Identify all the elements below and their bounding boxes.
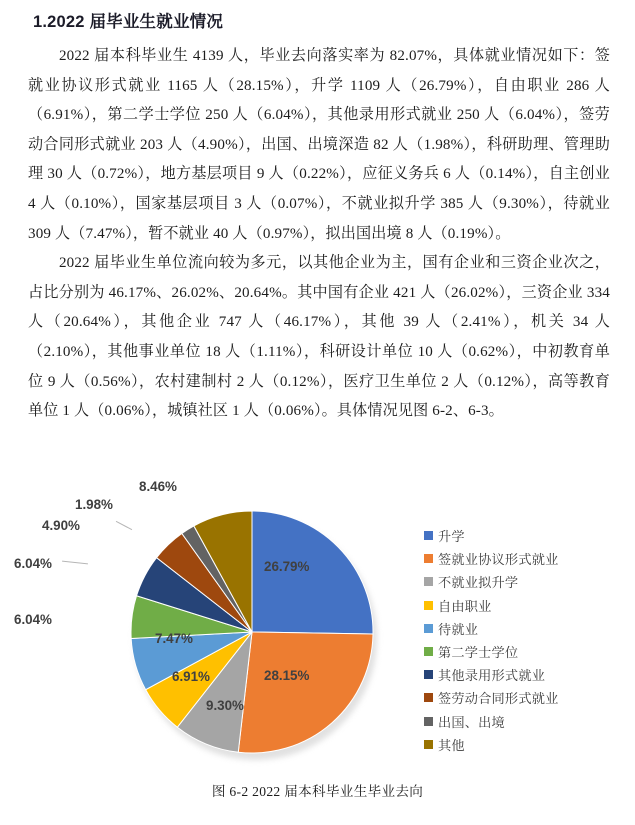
slice-label-labor-contract: 4.90% (42, 518, 80, 533)
slice-label-overseas: 1.98% (75, 497, 113, 512)
legend-item-label: 签劳动合同形式就业 (438, 691, 559, 707)
legend-swatch-icon (424, 693, 433, 702)
pie-slice (238, 632, 373, 753)
legend-item[interactable] (424, 524, 624, 547)
legend-item-label: 升学 (438, 529, 465, 545)
body-text (28, 42, 610, 427)
legend-swatch-icon (424, 647, 433, 656)
slice-label-not-employed-plan-study: 9.30% (206, 698, 244, 713)
legend-item-label: 出国、出境 (438, 714, 505, 730)
legend-swatch-icon (424, 624, 433, 633)
legend-item[interactable] (424, 663, 624, 686)
legend-item-label: 第二学士学位 (438, 645, 519, 661)
legend-item[interactable] (424, 570, 624, 593)
legend-item[interactable] (424, 594, 624, 617)
legend-swatch-icon (424, 717, 433, 726)
paragraph-2: 2022 届毕业生单位流向较为多元，以其他企业为主，国有企业和三资企业次之，占比分别为 46.17%、26.02%、20.64%。其中国有企业 421 人（26.02%），三资企业 334 人（20.64%），其他企业 747 人（46.17%），其他 39 人（2.41%），机关 34 人（2.10%），其他事业单位 18 人（1.11%），科研设计单位 10 人（0.62%），中初教育单位 9 人（0.56%），农村建制村 2 人（0.12%），医疗卫生单位 2 人（0.12%），高等教育单位 1 人（0.06%），城镇社区 1 人（0.06%）。具体情况见图 6-2、6-3。 (28, 255, 610, 420)
legend-item-label: 自由职业 (438, 598, 492, 614)
paragraph-1: 2022 届本科毕业生 4139 人，毕业去向落实率为 82.07%，具体就业情况如下：签就业协议形式就业 1165 人（28.15%），升学 1109 人（26.79%），自由职业 286 人（6.91%），第二学士学位 250 人（6.04%），其他录用形式就业 250 人（6.04%），签劳动合同形式就业 203 人（4.90%），出国、出境深造 82 人（1.98%），科研助理、管理助理 30 人（0.72%），地方基层项目 9 人（0.22%），应征义务兵 6 人（0.14%），自主创业 4 人（0.10%），国家基层项目 3 人（0.07%），不就业拟升学 385 人（9.30%），待就业 309 人（7.47%），暂不就业 40 人（0.97%），拟出国出境 8 人（0.19%）。 (28, 48, 610, 242)
chart-legend (424, 524, 624, 756)
legend-swatch-icon (424, 577, 433, 586)
legend-item[interactable] (424, 617, 624, 640)
legend-item-label: 待就业 (438, 621, 479, 637)
legend-swatch-icon (424, 601, 433, 610)
legend-item[interactable] (424, 733, 624, 756)
slice-label-second-bachelor: 6.04% (14, 612, 52, 627)
slice-label-further-study: 26.79% (264, 559, 310, 574)
legend-item[interactable] (424, 547, 624, 570)
legend-swatch-icon (424, 554, 433, 563)
figure-caption: 图 6-2 2022 届本科毕业生毕业去向 (211, 784, 424, 799)
slice-label-other-employment: 6.04% (14, 556, 52, 571)
legend-item[interactable] (424, 710, 624, 733)
slice-label-agreement-employment: 28.15% (264, 668, 310, 683)
slice-label-other: 8.46% (139, 479, 177, 494)
legend-swatch-icon (424, 531, 433, 540)
legend-item[interactable] (424, 640, 624, 663)
legend-item-label: 其他 (438, 737, 465, 753)
legend-item-label: 签就业协议形式就业 (438, 552, 559, 568)
legend-swatch-icon (424, 740, 433, 749)
leader-line-second-degree (62, 561, 88, 565)
legend-swatch-icon (424, 670, 433, 679)
legend-item-label: 其他录用形式就业 (438, 668, 546, 684)
page-title: 1.2022 届毕业生就业情况 (33, 13, 224, 31)
slice-label-freelance: 6.91% (172, 669, 210, 684)
legend-item-label: 不就业拟升学 (438, 575, 519, 591)
slice-label-awaiting-employment: 7.47% (155, 631, 193, 646)
legend-item[interactable] (424, 686, 624, 709)
